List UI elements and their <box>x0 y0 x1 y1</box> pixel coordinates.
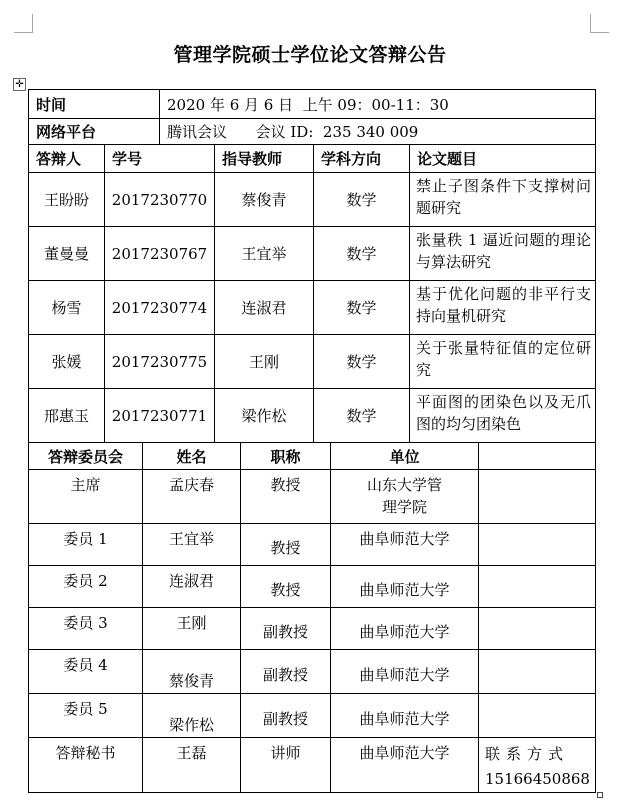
table-row <box>29 566 596 608</box>
committee-role: 委员 3 <box>29 608 143 650</box>
table-row <box>29 173 596 227</box>
student-topic: 平面图的团染色以及无爪图的均匀团染色 <box>410 389 596 443</box>
student-name: 杨雪 <box>29 281 105 335</box>
student-advisor: 连淑君 <box>215 281 314 335</box>
header-name: 姓名 <box>143 443 241 470</box>
header-title: 职称 <box>241 443 331 470</box>
committee-header-row <box>29 443 596 470</box>
committee-name: 连淑君 <box>143 566 241 608</box>
student-advisor: 王宜举 <box>215 227 314 281</box>
committee-title: 副教授 <box>241 608 331 650</box>
header-unit: 单位 <box>331 443 479 470</box>
committee-role: 委员 2 <box>29 566 143 608</box>
committee-unit: 曲阜师范大学 <box>331 524 479 566</box>
committee-role: 主席 <box>29 470 143 524</box>
table-row <box>29 470 596 524</box>
committee-name: 王宜举 <box>143 524 241 566</box>
committee-unit: 曲阜师范大学 <box>331 694 479 738</box>
committee-name: 王刚 <box>143 608 241 650</box>
table-row <box>29 389 596 443</box>
header-defender: 答辩人 <box>29 145 105 173</box>
student-field: 数学 <box>314 281 410 335</box>
committee-name: 孟庆春 <box>143 470 241 524</box>
committee-title: 教授 <box>241 470 331 524</box>
table-row <box>29 335 596 389</box>
committee-unit: 曲阜师范大学 <box>331 566 479 608</box>
header-topic: 论文题目 <box>410 145 596 173</box>
platform-value: 腾讯会议 会议 ID: 235 340 009 <box>160 119 596 145</box>
table-move-handle-icon[interactable]: ✛ <box>13 78 26 91</box>
contact-label: 联系方式 <box>485 745 570 763</box>
secretary-role: 答辩秘书 <box>29 738 143 793</box>
committee-blank <box>479 524 596 566</box>
students-header-row <box>29 145 596 173</box>
student-id: 2017230774 <box>105 281 215 335</box>
student-topic: 关于张量特征值的定位研究 <box>410 335 596 389</box>
student-name: 董曼曼 <box>29 227 105 281</box>
student-topic: 基于优化问题的非平行支持向量机研究 <box>410 281 596 335</box>
committee-title: 教授 <box>241 566 331 608</box>
committee-title: 副教授 <box>241 650 331 694</box>
committee-blank <box>479 694 596 738</box>
student-field: 数学 <box>314 227 410 281</box>
student-advisor: 蔡俊青 <box>215 173 314 227</box>
secretary-name: 王磊 <box>143 738 241 793</box>
student-field: 数学 <box>314 173 410 227</box>
committee-blank <box>479 650 596 694</box>
table-row <box>29 227 596 281</box>
student-name: 王盼盼 <box>29 173 105 227</box>
committee-role: 委员 4 <box>29 650 143 694</box>
student-id: 2017230771 <box>105 389 215 443</box>
student-id: 2017230770 <box>105 173 215 227</box>
header-committee: 答辩委员会 <box>29 443 143 470</box>
table-row <box>29 694 596 738</box>
platform-label: 网络平台 <box>29 119 160 145</box>
committee-title: 副教授 <box>241 694 331 738</box>
student-advisor: 梁作松 <box>215 389 314 443</box>
secretary-row <box>29 738 596 793</box>
time-label: 时间 <box>29 90 160 119</box>
header-blank <box>479 443 596 470</box>
page-corner-mark-top-left <box>14 14 33 33</box>
table-row <box>29 524 596 566</box>
table-row <box>29 608 596 650</box>
student-name: 张媛 <box>29 335 105 389</box>
secretary-title: 讲师 <box>241 738 331 793</box>
time-value: 2020 年 6 月 6 日 上午 09：00-11：30 <box>160 90 596 119</box>
student-id: 2017230775 <box>105 335 215 389</box>
student-id: 2017230767 <box>105 227 215 281</box>
student-topic: 张量秩 1 逼近问题的理论与算法研究 <box>410 227 596 281</box>
committee-unit: 山东大学管理学院 <box>331 470 479 524</box>
table-resize-handle-icon[interactable] <box>597 792 603 798</box>
committee-blank <box>479 608 596 650</box>
committee-role: 委员 5 <box>29 694 143 738</box>
committee-role: 委员 1 <box>29 524 143 566</box>
info-table <box>28 89 596 145</box>
page-corner-mark-top-right <box>590 14 609 33</box>
platform-row <box>29 119 596 145</box>
student-field: 数学 <box>314 335 410 389</box>
time-row <box>29 90 596 119</box>
committee-unit: 曲阜师范大学 <box>331 650 479 694</box>
header-field: 学科方向 <box>314 145 410 173</box>
committee-table <box>28 442 596 793</box>
committee-name: 蔡俊青 <box>143 650 241 694</box>
student-topic: 禁止子图条件下支撑树问题研究 <box>410 173 596 227</box>
table-row <box>29 650 596 694</box>
committee-blank <box>479 470 596 524</box>
committee-name: 梁作松 <box>143 694 241 738</box>
secretary-contact <box>479 738 596 793</box>
contact-phone: 15166450868 <box>485 770 590 788</box>
page-title: 管理学院硕士学位论文答辩公告 <box>173 44 447 66</box>
header-advisor: 指导教师 <box>215 145 314 173</box>
secretary-unit: 曲阜师范大学 <box>331 738 479 793</box>
student-advisor: 王刚 <box>215 335 314 389</box>
table-row <box>29 281 596 335</box>
header-student-id: 学号 <box>105 145 215 173</box>
student-name: 邢惠玉 <box>29 389 105 443</box>
committee-blank <box>479 566 596 608</box>
student-field: 数学 <box>314 389 410 443</box>
committee-unit: 曲阜师范大学 <box>331 608 479 650</box>
students-table <box>28 144 596 443</box>
committee-title: 教授 <box>241 524 331 566</box>
